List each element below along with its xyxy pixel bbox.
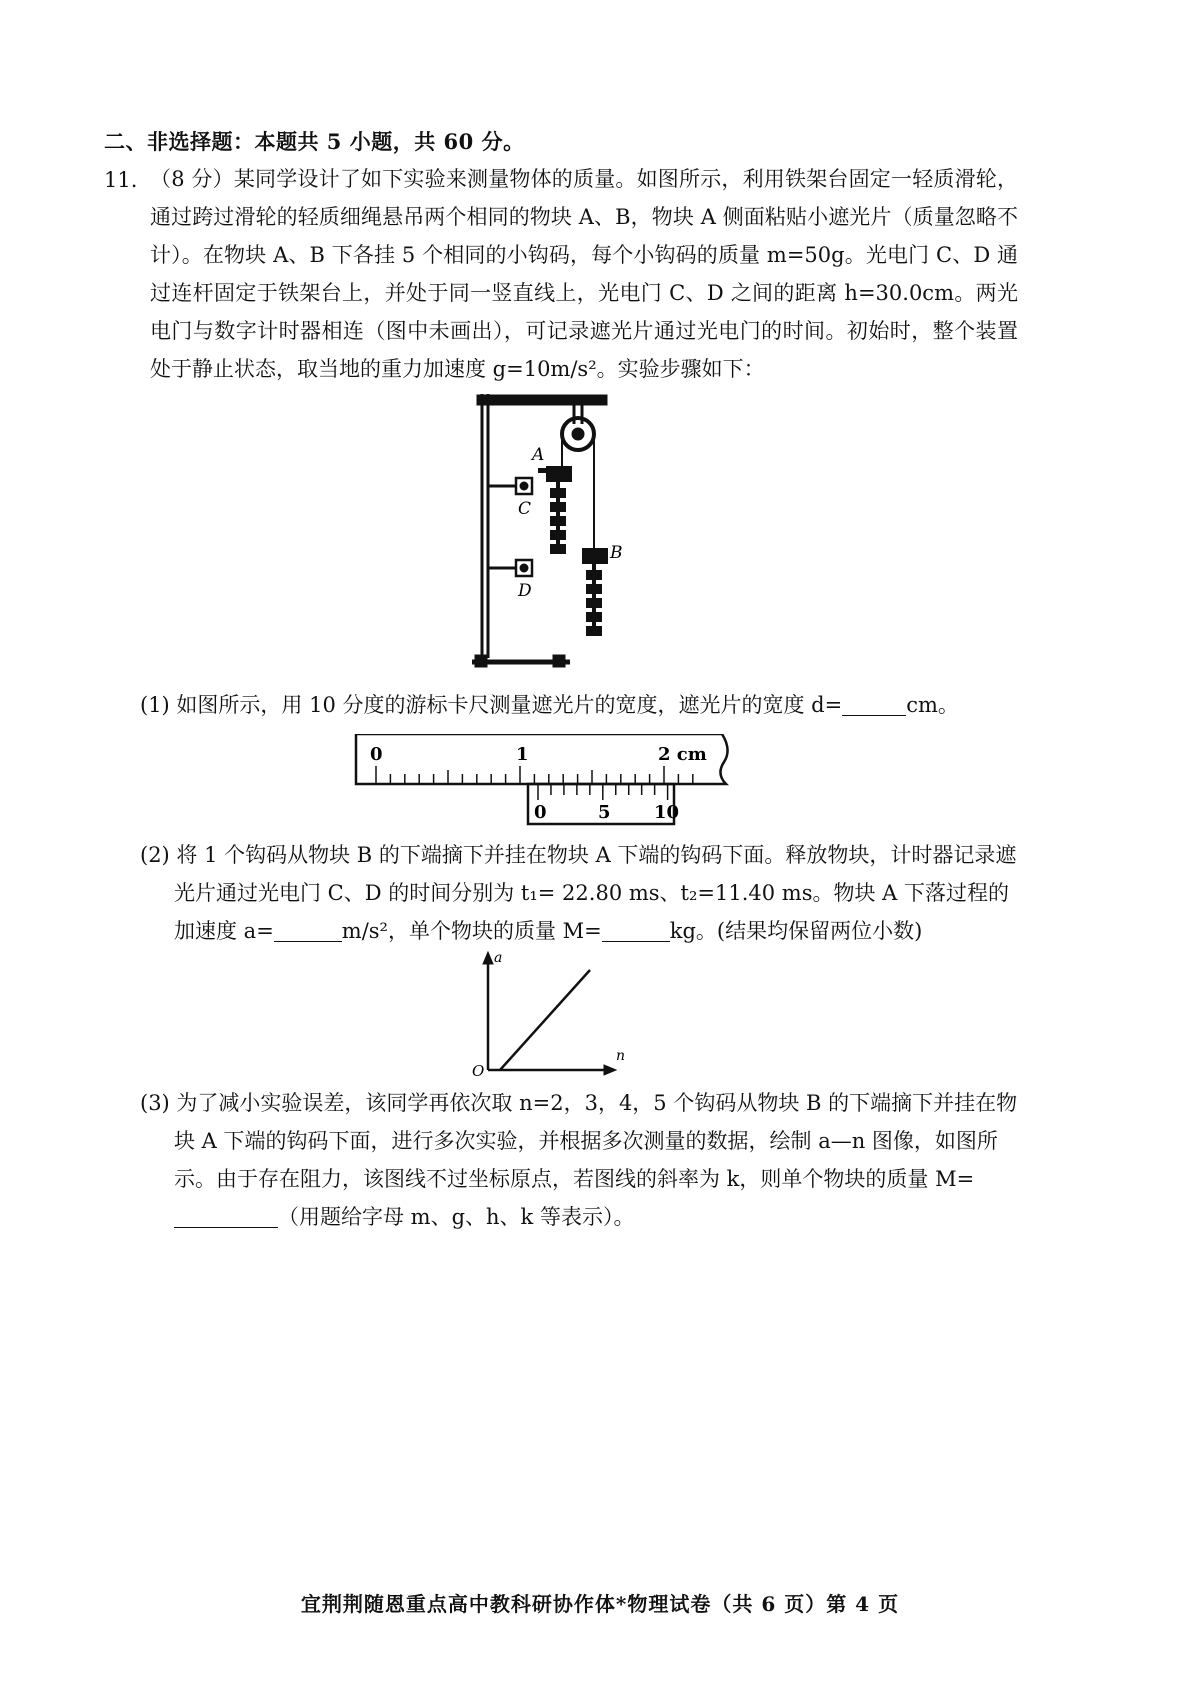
- part-1-suffix: cm。: [906, 693, 959, 717]
- page-footer: 宜荆荆随恩重点高中教科研协作体*物理试卷（共 6 页）第 4 页: [300, 1592, 900, 1616]
- section-title: 二、非选择题：本题共 5 小题，共 60 分。: [104, 129, 525, 154]
- part-1-text: (1) 如图所示，用 10 分度的游标卡尺测量遮光片的宽度，遮光片的宽度 d=: [140, 693, 843, 717]
- part-3-suffix: （用题给字母 m、g、h、k 等表示）。: [278, 1205, 635, 1229]
- main-scale-label-2: 2 cm: [658, 744, 707, 765]
- part-2-mid: m/s²，单个物块的质量 M=: [341, 919, 602, 943]
- question-intro: （8 分）某同学设计了如下实验来测量物体的质量。如图所示，利用铁架台固定一轻质滑轮，通过跨过滑轮的轻质细绳悬吊两个相同的物块 A、B，物块 A 侧面粘贴小遮光片（质量忽略不计）。在物块 A、B 下各挂 5 个相同的小钩码，每个小钩码的质量 m=50g。光电门 C、D 通过连杆固定于铁架台上，并处于同一竖直线上，光电门 C、D 之间的距离 h=30.0cm。两光电门与数字计时器相连（图中未画出），可记录遮光片通过光电门的时间。初始时，整个装置处于静止状态，取当地的重力加速度 g=10m/s²。实验步骤如下：: [150, 167, 1018, 381]
- part-3: [140, 1084, 1020, 1236]
- vernier-label-5: 5: [598, 802, 611, 823]
- answer-blank-mass-expression[interactable]: [174, 1203, 278, 1228]
- part-2: [140, 836, 1020, 950]
- vernier-label-0: 0: [534, 802, 547, 823]
- label-gate-c: C: [518, 499, 532, 519]
- label-block-b: B: [610, 543, 623, 563]
- graph-y-label: a: [494, 950, 503, 966]
- question-number: 11.: [104, 168, 138, 192]
- graph-origin-label: O: [472, 1062, 485, 1078]
- answer-blank-a[interactable]: [274, 917, 342, 942]
- answer-blank-d[interactable]: [842, 691, 906, 716]
- label-gate-d: D: [518, 581, 532, 601]
- label-block-a: A: [532, 445, 545, 465]
- part-2-suffix: kg。(结果均保留两位小数): [669, 919, 923, 943]
- part-2-text: (2) 将 1 个钩码从物块 B 的下端摘下并挂在物块 A 下端的钩码下面。释放物块，计时器记录遮光片通过光电门 C、D 的时间分别为 t₁= 22.80 ms、t₂=11.40 ms。物块 A 下落过程的加速度 a=: [140, 843, 1017, 943]
- vernier-label-10: 10: [654, 802, 680, 823]
- main-scale-label-1: 1: [516, 744, 529, 765]
- apparatus-diagram: [466, 388, 626, 674]
- answer-blank-m[interactable]: [602, 917, 670, 942]
- part-1: [140, 686, 1020, 724]
- vernier-caliper-diagram: [352, 734, 744, 826]
- main-scale-label-0: 0: [370, 744, 383, 765]
- part-3-text: (3) 为了减小实验误差，该同学再依次取 n=2，3，4，5 个钩码从物块 B 的下端摘下并挂在物块 A 下端的钩码下面，进行多次实验，并根据多次测量的数据，绘制 a—n 图像，如图所示。由于存在阻力，该图线不过坐标原点，若图线的斜率为 k，则单个物块的质量 M=: [140, 1091, 1018, 1191]
- graph-x-label: n: [616, 1048, 626, 1064]
- a-n-graph: [466, 948, 626, 1078]
